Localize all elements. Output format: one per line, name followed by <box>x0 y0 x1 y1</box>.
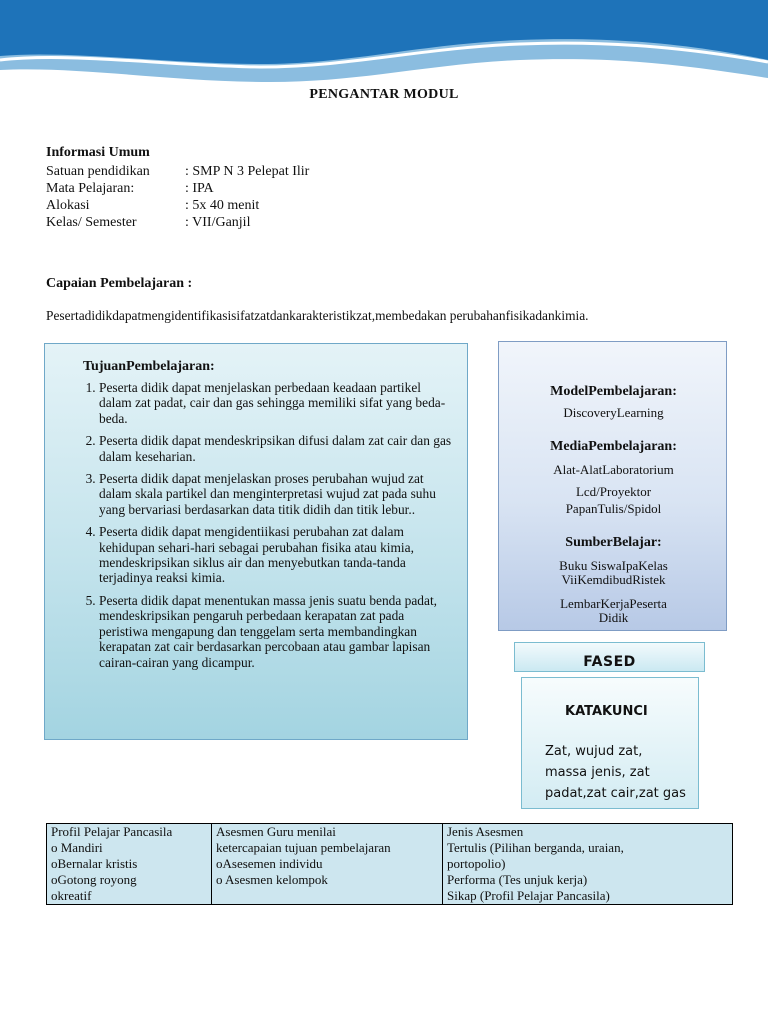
tujuan-heading: TujuanPembelajaran: <box>83 359 215 374</box>
info-label: Kelas/ Semester <box>46 215 137 230</box>
cell-line: portopolio) <box>447 856 506 871</box>
cell-line: Asesmen Guru menilai <box>216 824 336 839</box>
info-value: : 5x 40 menit <box>185 198 260 213</box>
tujuan-item: 4. Peserta didik dapat mengidentiikasi perubahan zat dalam kehidupan sehari-hari sebagai perubahan fisika atau kimia, mendeskripsikan siklus air dan menyebutkan tanda-tanda terjadinya reaksi kimia. <box>99 524 455 586</box>
header-wave-decoration <box>0 0 768 92</box>
info-row-alokasi <box>46 197 259 214</box>
jenis-asesmen-cell <box>443 824 733 905</box>
info-label: Satuan pendidikan <box>46 164 150 179</box>
info-value: : VII/Ganjil <box>185 215 251 230</box>
model-heading: ModelPembelajaran: <box>550 384 677 399</box>
sumber-item: LembarKerjaPeserta <box>560 596 667 611</box>
cell-line: Performa (Tes unjuk kerja) <box>447 872 588 887</box>
page-title: PENGANTAR MODUL <box>309 87 459 102</box>
katakunci-text <box>545 741 697 804</box>
info-value: : IPA <box>185 181 214 196</box>
media-heading: MediaPembelajaran: <box>550 439 677 454</box>
capaian-text: Pesertadidikdapatmengidentifikasisifatzatdankarakteristikzat,membedakan perubahanfisikadankimia. <box>46 308 589 323</box>
katakunci-line: padat,zat cair,zat gas <box>545 786 686 801</box>
sumber-item: Didik <box>598 610 629 625</box>
capaian-heading: Capaian Pembelajaran : <box>46 276 193 291</box>
cell-line: oBernalar kristis <box>51 856 138 871</box>
model-value: DiscoveryLearning <box>563 405 664 420</box>
tujuan-item: 5. Peserta didik dapat menentukan massa jenis suatu benda padat, mendeskripsikan pengaruh perbedaan kerapatan zat pada peristiwa mengapung dan tenggelam serta membandingkan kerapatan zat cair berdasarkan percobaan atau gambar lapisan cairan-cairan yang dicampur. <box>99 593 455 670</box>
cell-line: oGotong royong <box>51 872 137 887</box>
katakunci-box <box>521 677 699 809</box>
katakunci-line: Zat, wujud zat, <box>545 744 643 759</box>
katakunci-line: massa jenis, zat <box>545 765 650 780</box>
info-label: Mata Pelajaran: <box>46 181 135 196</box>
tujuan-list <box>57 380 455 677</box>
media-item: Lcd/Proyektor <box>575 484 652 499</box>
info-value: : SMP N 3 Pelepat Ilir <box>185 164 310 179</box>
info-label: Alokasi <box>46 198 90 213</box>
cell-line: oAsesemen individu <box>216 856 323 871</box>
info-row-kelas <box>46 214 250 231</box>
sumber-item: Buku SiswaIpaKelas <box>559 558 668 573</box>
table-row <box>47 824 733 905</box>
info-row-satuan <box>46 163 309 180</box>
cell-line: o Asesmen kelompok <box>216 872 328 887</box>
assessment-table <box>46 823 733 905</box>
cell-line: ketercapaian tujuan pembelajaran <box>216 840 391 855</box>
tujuan-item: 3. Peserta didik dapat menjelaskan proses perubahan wujud zat dalam skala partikel dan menginterpretasi wujud zat pada suhu yang bervariasi berdasarkan data titik didih dan titik lebur.. <box>99 471 455 517</box>
info-row-mapel <box>46 180 214 197</box>
sumber-heading: SumberBelajar: <box>565 535 662 550</box>
cell-line: o Mandiri <box>51 840 103 855</box>
tujuan-item: 2. Peserta didik dapat mendeskripsikan difusi dalam zat cair dan gas dalam keseharian. <box>99 433 455 464</box>
media-item: PapanTulis/Spidol <box>565 501 662 516</box>
model-box <box>498 341 727 631</box>
info-heading: Informasi Umum <box>46 145 150 160</box>
asesmen-guru-cell <box>212 824 443 905</box>
tujuan-box <box>44 343 468 740</box>
cell-line: Tertulis (Pilihan berganda, uraian, <box>447 840 624 855</box>
cell-line: Jenis Asesmen <box>447 824 524 839</box>
katakunci-heading: KATAKUNCI <box>565 704 648 719</box>
cell-line: Profil Pelajar Pancasila <box>51 824 173 839</box>
media-item: Alat-AlatLaboratorium <box>553 462 674 477</box>
tujuan-item: 1. Peserta didik dapat menjelaskan perbedaan keadaan partikel dalam zat padat, cair dan gas sehingga memiliki sifat yang beda-beda. <box>99 380 455 426</box>
cell-line: okreatif <box>51 888 92 903</box>
cell-line: Sikap (Profil Pelajar Pancasila) <box>447 888 610 903</box>
sumber-item: ViiKemdibudRistek <box>561 572 666 587</box>
profil-cell <box>47 824 212 905</box>
fased-label: FASED <box>514 642 705 672</box>
